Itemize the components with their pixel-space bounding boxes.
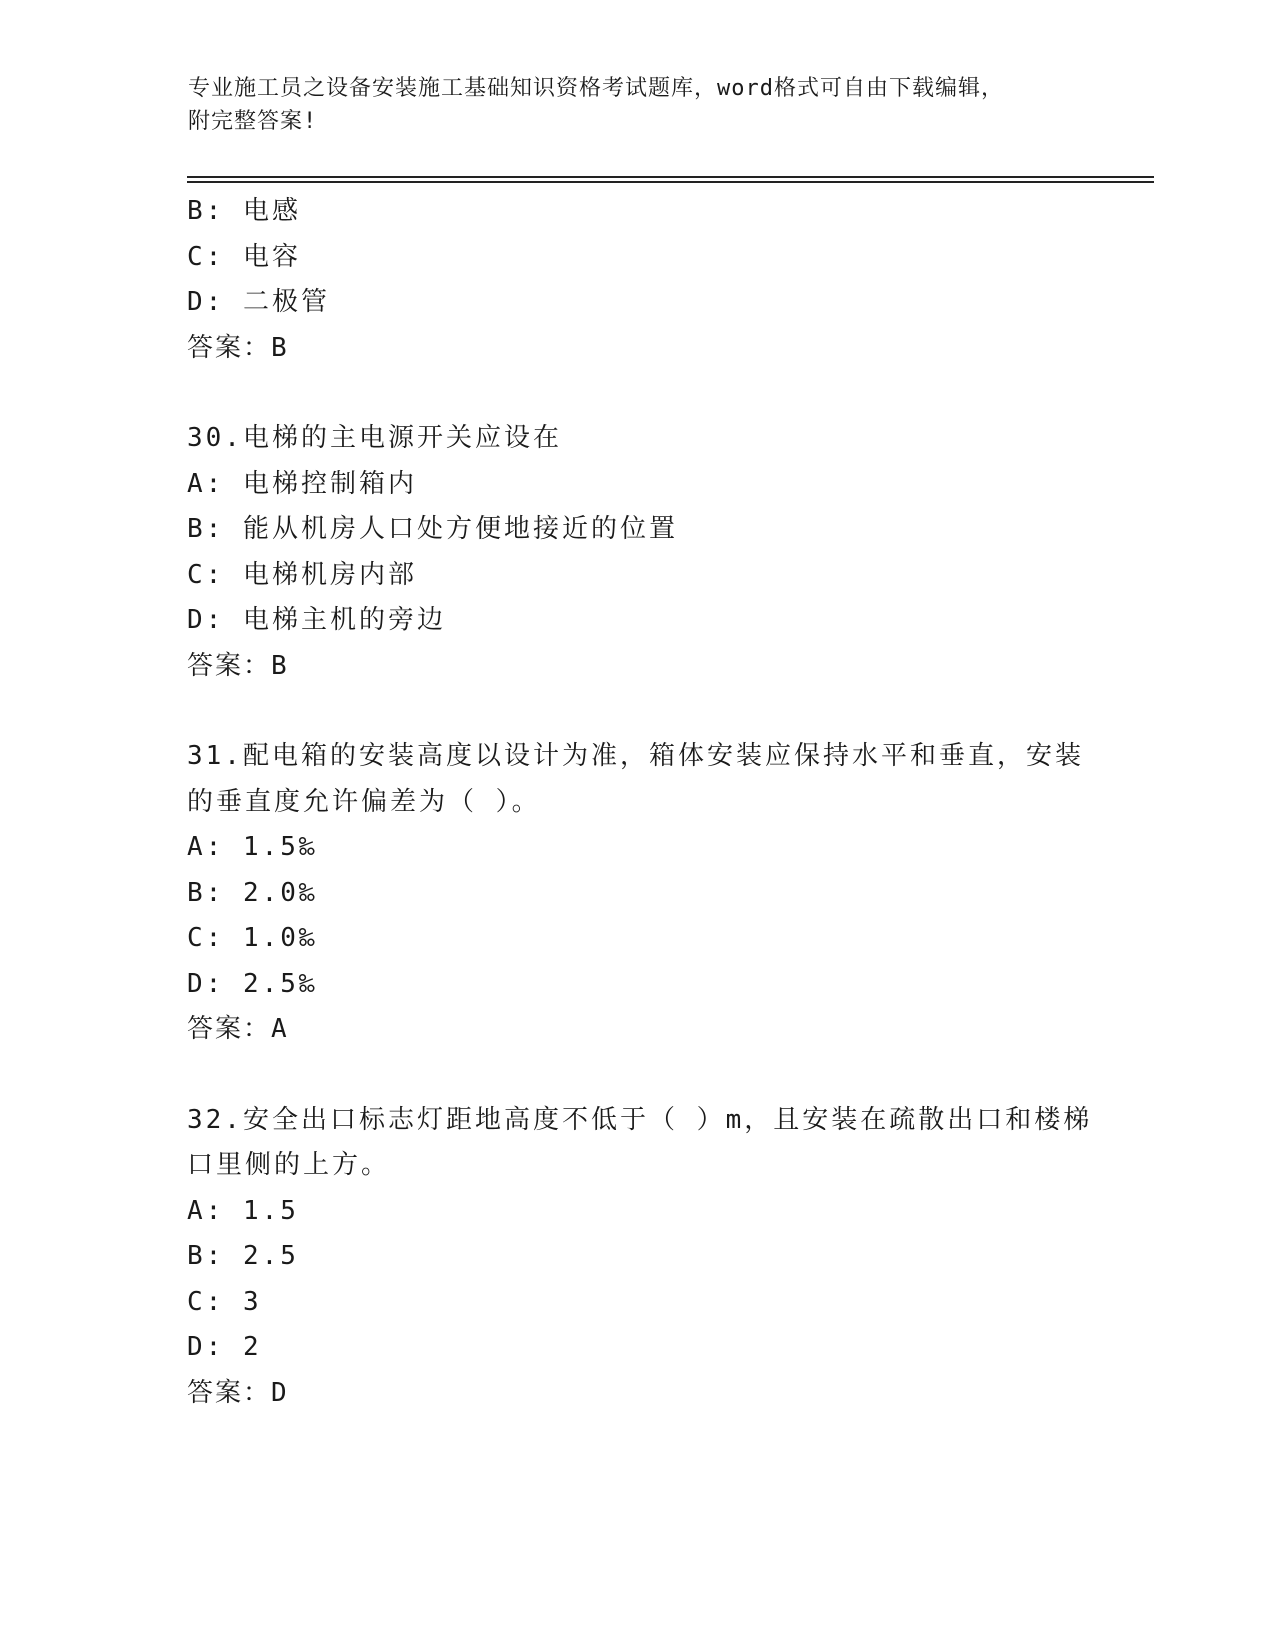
- question-text: 30.电梯的主电源开关应设在: [187, 423, 562, 453]
- question-text-line-2: 口里侧的上方。: [187, 1150, 391, 1180]
- question-31: [187, 734, 1087, 1053]
- option-d: D: 2.5‰: [187, 968, 318, 999]
- question-list: [187, 189, 1093, 1416]
- question-32: [187, 1098, 1093, 1417]
- question-29-partial: [187, 189, 1087, 371]
- question-text-line-1: 31.配电箱的安装高度以设计为准，箱体安装应保持水平和垂直，安装: [187, 741, 1084, 771]
- option-d: D: 二极管: [187, 287, 330, 317]
- option-c: C: 1.0‰: [187, 923, 318, 953]
- option-c: C: 3: [187, 1286, 262, 1317]
- spacer: [187, 371, 1087, 416]
- header-divider-top: [187, 176, 1154, 178]
- option-b: B: 电感: [187, 196, 301, 226]
- question-text-line-2: 的垂直度允许偏差为（ ）。: [187, 786, 541, 817]
- option-c: C: 电容: [187, 241, 301, 272]
- spacer: [187, 1053, 1087, 1098]
- header-line-1: 专业施工员之设备安装施工基础知识资格考试题库，word格式可自由下载编辑，: [188, 76, 1004, 101]
- option-a: A: 1.5: [187, 1195, 299, 1226]
- option-b: B: 能从机房人口处方便地接近的位置: [187, 514, 678, 544]
- option-d: D: 2: [187, 1332, 262, 1362]
- header-line-2: 附完整答案!: [188, 109, 318, 134]
- option-c: C: 电梯机房内部: [187, 559, 417, 590]
- answer: 答案：D: [187, 1377, 289, 1408]
- answer: 答案：B: [187, 650, 289, 681]
- spacer: [187, 689, 1087, 734]
- option-a: A: 电梯控制箱内: [187, 468, 417, 499]
- answer: 答案：A: [187, 1014, 289, 1044]
- option-b: B: 2.5: [187, 1241, 299, 1271]
- question-30: [187, 416, 1087, 689]
- header-divider-bottom: [187, 181, 1154, 183]
- answer: 答案：B: [187, 332, 289, 363]
- option-b: B: 2.0‰: [187, 877, 318, 908]
- option-d: D: 电梯主机的旁边: [187, 605, 446, 635]
- document-header: [188, 72, 1068, 138]
- option-a: A: 1.5‰: [187, 832, 318, 862]
- question-text-line-1: 32.安全出口标志灯距地高度不低于（ ）m，且安装在疏散出口和楼梯: [187, 1104, 1093, 1135]
